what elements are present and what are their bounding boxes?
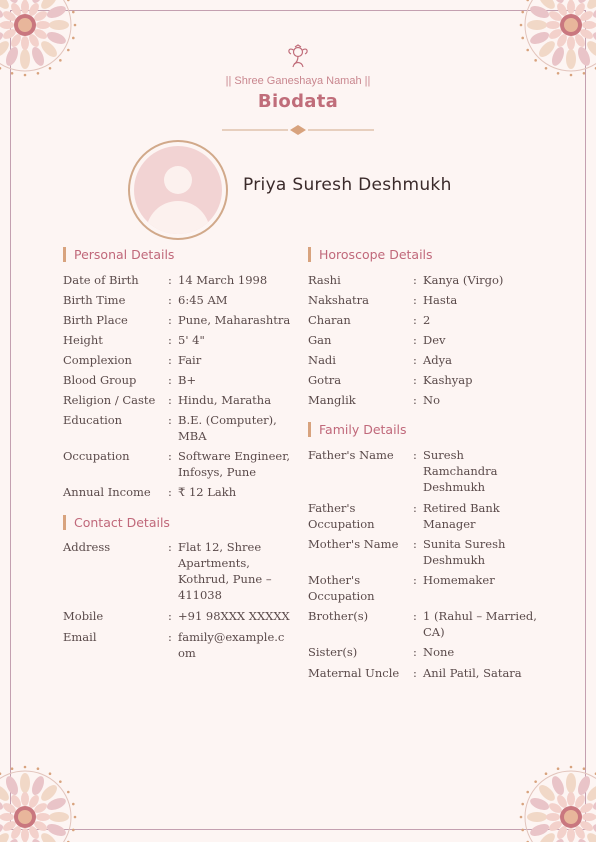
detail-separator: : <box>168 413 172 427</box>
page-title: Biodata <box>257 91 339 112</box>
detail-value: Homemaker <box>423 573 495 587</box>
detail-separator: : <box>413 293 417 307</box>
detail-label: Sister(s) <box>308 645 358 659</box>
profile-name: Priya Suresh Deshmukh <box>243 175 452 195</box>
detail-separator: : <box>168 393 172 407</box>
detail-label: Birth Place <box>63 313 128 327</box>
detail-value: Kashyap <box>423 373 473 387</box>
detail-separator: : <box>413 666 417 680</box>
corner-mandala-icon <box>516 762 596 842</box>
detail-label: Gan <box>308 333 332 347</box>
detail-separator: : <box>413 573 417 587</box>
detail-separator: : <box>413 537 417 551</box>
detail-label: Education <box>63 413 123 427</box>
detail-value: 5' 4" <box>178 333 205 347</box>
title-divider <box>222 121 374 133</box>
mantra-text: || Shree Ganeshaya Namah || <box>225 75 371 87</box>
detail-separator: : <box>168 609 172 623</box>
section-heading-family: Family Details <box>308 422 407 437</box>
section-heading-personal: Personal Details <box>63 247 174 262</box>
detail-label: Annual Income <box>63 485 151 499</box>
detail-value: ₹ 12 Lakh <box>178 485 237 499</box>
detail-value: Anil Patil, Satara <box>423 666 522 680</box>
detail-label: Mobile <box>63 609 104 623</box>
detail-separator: : <box>413 501 417 515</box>
detail-value: Adya <box>423 353 453 367</box>
detail-label: Height <box>63 333 103 347</box>
detail-label: Mother's Name <box>308 537 399 551</box>
detail-separator: : <box>413 373 417 387</box>
detail-label: Birth Time <box>63 293 126 307</box>
detail-separator: : <box>168 293 172 307</box>
detail-value: family@example.c om <box>178 630 285 660</box>
detail-value: Suresh Ramchandra Deshmukh <box>423 448 498 494</box>
detail-label: Maternal Uncle <box>308 666 400 680</box>
detail-label: Nadi <box>308 353 336 367</box>
detail-value: Flat 12, Shree Apartments, Kothrud, Pune – 411038 <box>178 540 272 602</box>
detail-label: Mother's Occupation <box>308 573 375 603</box>
detail-separator: : <box>168 485 172 499</box>
detail-value: No <box>423 393 440 407</box>
corner-mandala-icon <box>516 0 596 80</box>
detail-label: Religion / Caste <box>63 393 156 407</box>
detail-value: Retired Bank Manager <box>423 501 500 531</box>
detail-value: Kanya (Virgo) <box>423 273 504 287</box>
detail-value: Sunita Suresh Deshmukh <box>423 537 506 567</box>
detail-label: Manglik <box>308 393 356 407</box>
corner-mandala-icon <box>0 762 80 842</box>
detail-separator: : <box>168 373 172 387</box>
detail-separator: : <box>168 333 172 347</box>
detail-separator: : <box>168 353 172 367</box>
detail-value: 2 <box>423 313 431 327</box>
detail-label: Gotra <box>308 373 342 387</box>
avatar-placeholder-icon <box>134 146 222 234</box>
detail-label: Address <box>63 540 111 554</box>
detail-value: Dev <box>423 333 446 347</box>
detail-separator: : <box>168 540 172 554</box>
detail-value: Hasta <box>423 293 458 307</box>
detail-separator: : <box>413 333 417 347</box>
detail-label: Nakshatra <box>308 293 370 307</box>
detail-separator: : <box>168 630 172 644</box>
detail-label: Email <box>63 630 97 644</box>
detail-value: 1 (Rahul – Married, CA) <box>423 609 537 639</box>
detail-label: Complexion <box>63 353 132 367</box>
detail-label: Father's Occupation <box>308 501 375 531</box>
detail-value: +91 98XXX XXXXX <box>178 609 290 623</box>
detail-separator: : <box>168 273 172 287</box>
detail-separator: : <box>413 353 417 367</box>
detail-separator: : <box>413 313 417 327</box>
detail-value: 6:45 AM <box>178 293 228 307</box>
detail-value: 14 March 1998 <box>178 273 268 287</box>
detail-value: B+ <box>178 373 197 387</box>
ganesha-icon <box>284 44 312 70</box>
detail-label: Charan <box>308 313 351 327</box>
detail-value: Hindu, Maratha <box>178 393 272 407</box>
section-heading-contact: Contact Details <box>63 515 170 530</box>
detail-value: None <box>423 645 455 659</box>
detail-separator: : <box>413 448 417 462</box>
detail-label: Blood Group <box>63 373 137 387</box>
detail-value: Pune, Maharashtra <box>178 313 291 327</box>
profile-photo <box>128 140 228 240</box>
detail-separator: : <box>413 645 417 659</box>
detail-label: Rashi <box>308 273 341 287</box>
detail-separator: : <box>413 273 417 287</box>
detail-separator: : <box>413 393 417 407</box>
detail-label: Occupation <box>63 449 130 463</box>
detail-value: B.E. (Computer), MBA <box>178 413 277 443</box>
detail-separator: : <box>168 449 172 463</box>
detail-label: Brother(s) <box>308 609 369 623</box>
detail-label: Father's Name <box>308 448 394 462</box>
corner-mandala-icon <box>0 0 80 80</box>
detail-separator: : <box>168 313 172 327</box>
detail-separator: : <box>413 609 417 623</box>
detail-value: Fair <box>178 353 202 367</box>
detail-label: Date of Birth <box>63 273 139 287</box>
section-heading-horoscope: Horoscope Details <box>308 247 433 262</box>
detail-value: Software Engineer, Infosys, Pune <box>178 449 291 479</box>
